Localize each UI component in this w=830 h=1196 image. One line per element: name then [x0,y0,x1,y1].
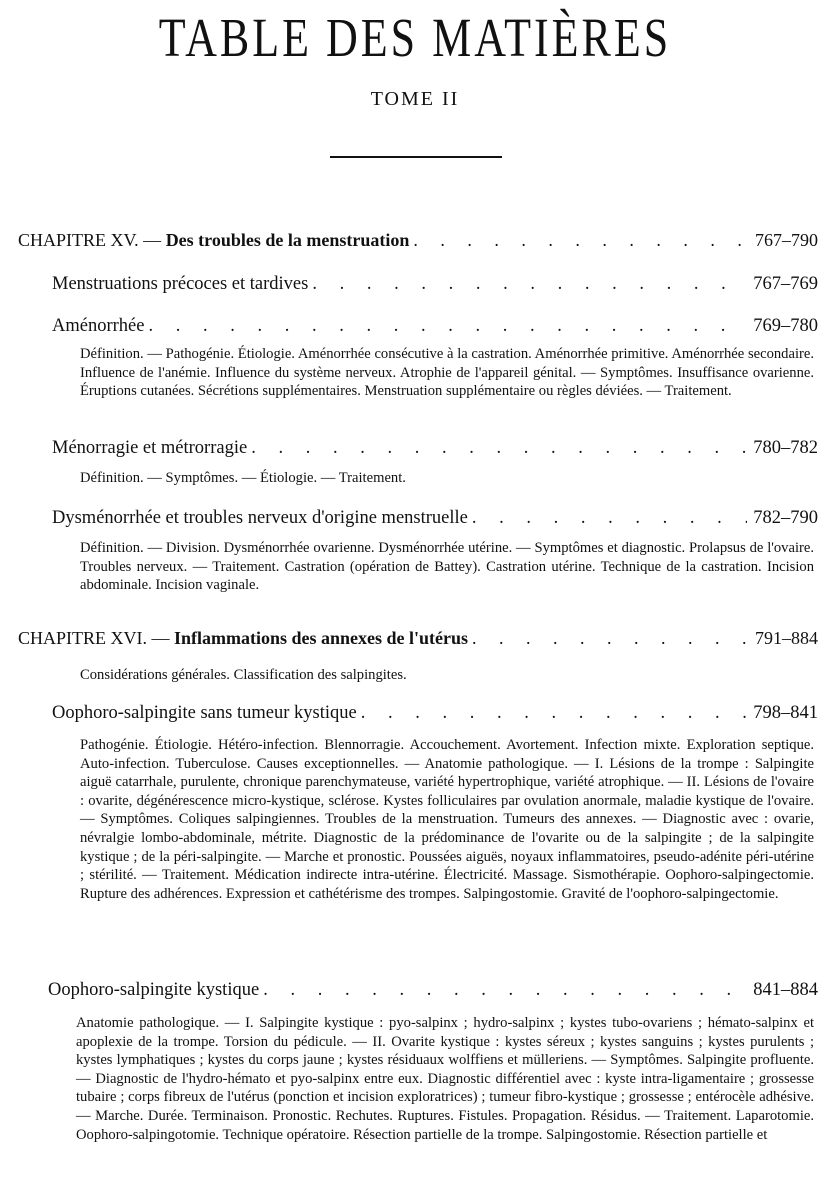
section-heading [52,274,818,295]
volume-label: TOME II [370,88,460,110]
section-heading [52,438,818,459]
leader-dots [251,438,747,459]
section-title: Aménorrhée [52,316,145,336]
section-title: Dysménorrhée et troubles nerveux d'origine menstruelle [52,508,468,528]
section-heading [48,980,818,1001]
section-description: Définition. — Pathogénie. Étiologie. Aménorrhée consécutive à la castration. Aménorrhée primitive. Aménorrhée secondaire. Influence de l'anémie. Influence du système nerveux. Atrophie de l'appareil génital. — Symptômes. Insuffisance ovarienne. Éruptions cutanées. Sécrétions supplémentaires. Menstruation supplémentaire ou règles déviées. — Traitement. [80,346,814,400]
chapter-heading [18,230,818,251]
page-title: TABLE DES MATIÈRES [158,7,672,69]
leader-dots [263,980,747,1001]
section-title: Oophoro-salpingite kystique [48,980,260,1000]
section-pages: 798–841 [753,703,818,723]
leader-dots [312,274,747,295]
leader-dots [472,508,747,529]
chapter-title: Inflammations des annexes de l'utérus [174,628,469,648]
chapter-pages: 791–884 [755,628,818,648]
section-heading [52,508,818,529]
section-pages: 841–884 [753,980,818,1000]
section-description: Définition. — Division. Dysménorrhée ovarienne. Dysménorrhée utérine. — Symptômes et diagnostic. Prolapsus de l'ovaire. Troubles nerveux. — Traitement. Castration (opération de Battey). Castration utérine. Technique de la castration. Incision abdominale. Incision vaginale. [80,540,814,594]
chapter-title: Des troubles de la menstruation [165,230,410,250]
section-pages: 769–780 [753,316,818,336]
chapter-label: CHAPITRE XV. — Des troubles de la menstruation [18,230,410,250]
section-pages: 782–790 [753,508,818,528]
section-description: Pathogénie. Étiologie. Hétéro-infection. Blennorragie. Accouchement. Avortement. Infection mixte. Exploration septique. Auto-infection. Tuberculose. Causes exceptionnelles. — Anatomie pathologique. — I. Lésions de la trompe : Salpingite aiguë catarrhale, purulente, chronique parenchymateuse, variété hypertrophique, variété atrophique. — II. Lésions de l'ovaire : ovarite, dégénérescence micro-kystique, sclérose. Kystes folliculaires par ovulation anormale, maladie kystique de l'ovaire. — Symptômes. Coliques salpingiennes. Troubles de la menstruation. Tumeurs des annexes. — Diagnostic avec : ovarie, névralgie lombo-abdominale, métrite. Diagnostic de la prédominance de l'ovarite ou de la salpingite ; de la salpingite kystique ; de la péri-salpingite. — Marche et pronostic. Poussées aiguës, noyaux inflammatoires, pseudo-adénite péri-utérine ; stérilité. — Traitement. Médication indirecte intra-utérine. Électricité. Massage. Sismothérapie. Oophoro-salpingectomie. Rupture des adhérences. Expression et cathétérisme des trompes. Salpingostomie. Gravité de l'oophoro-salpingectomie. [80,737,814,902]
section-description: Définition. — Symptômes. — Étiologie. — Traitement. [80,470,406,486]
section-pages: 767–769 [753,274,818,294]
section-heading [52,316,818,337]
section-description: Anatomie pathologique. — I. Salpingite kystique : pyo-salpinx ; hydro-salpinx ; kystes tubo-ovariens ; hémato-salpinx et apoplexie de la trompe. Torsion du pédicule. — II. Ovarite kystique : kystes séreux ; kystes sanguins ; kystes purulents ; kystes lymphatiques ; kystes du corps jaune ; kystes résiduaux wolffiens et mülleriens. — Symptômes. Salpingite profluente. — Diagnostic de l'hydro-hémato et pyo-salpinx entre eux. Diagnostic différentiel avec : kyste intra-ligamentaire ; grossesse tubaire ; corps fibreux de l'utérus (ponction et incision exploratrices) ; tumeur fibro-kystique ; grossesse ; entérocèle adhésive. — Marche. Durée. Terminaison. Pronostic. Rechutes. Ruptures. Fistules. Propagation. Résidus. — Traitement. Laparotomie. Oophoro-salpingotomie. Technique opératoire. Résection partielle de la trompe. Salpingostomie. Résection partielle et [76,1015,814,1143]
chapter-label: CHAPITRE XVI. — Inflammations des annexes de l'utérus [18,628,469,648]
leader-dots [361,703,748,724]
section-title: Oophoro-salpingite sans tumeur kystique [52,703,357,723]
leader-dots [148,316,747,337]
section-pages: 780–782 [753,438,818,458]
section-title: Ménorragie et métrorragie [52,438,248,458]
leader-dots [472,628,749,649]
leader-dots [413,230,749,251]
chapter-pages: 767–790 [755,230,818,250]
section-heading [52,703,818,724]
section-title: Menstruations précoces et tardives [52,274,309,294]
chapter-intro: Considérations générales. Classification des salpingites. [80,667,407,683]
title-divider [330,156,502,158]
chapter-heading [18,628,818,649]
